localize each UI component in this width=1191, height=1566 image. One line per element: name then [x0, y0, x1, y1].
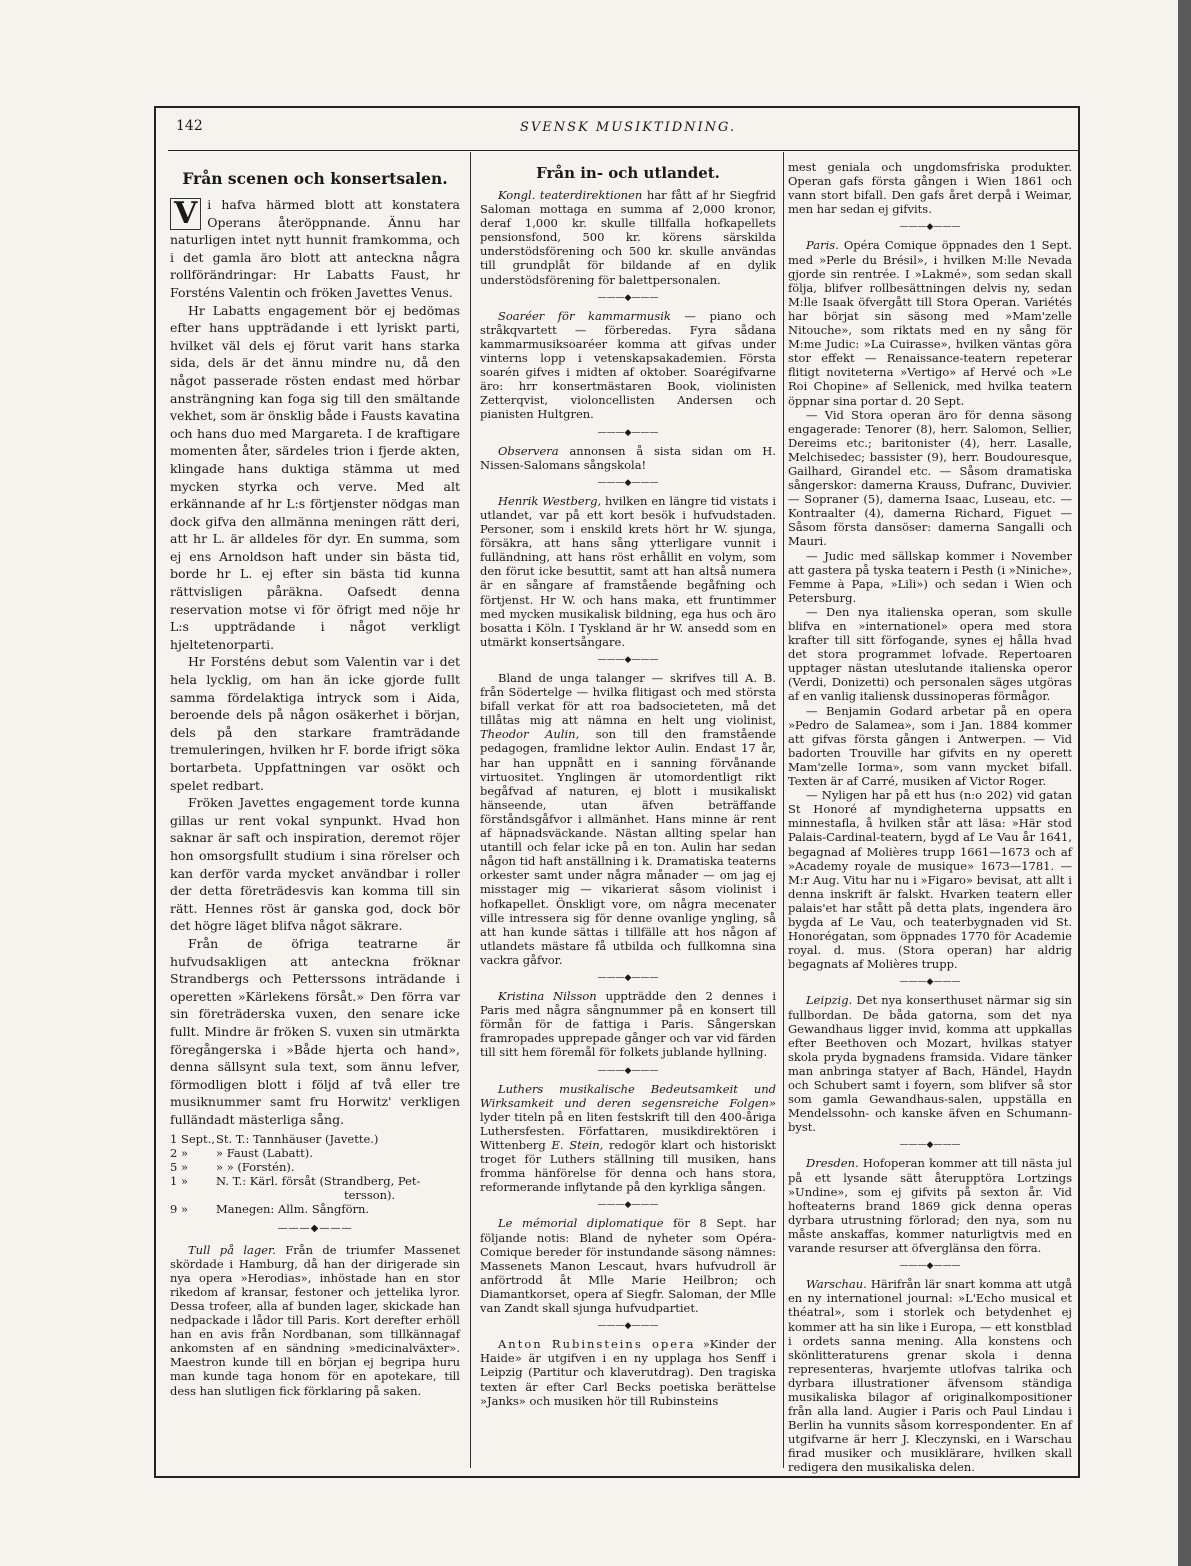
article-lead: Warschau. [806, 1277, 867, 1292]
performance-row: 1 » N. T.: Kärl. försåt (Strandberg, Pet- [170, 1174, 421, 1189]
article-paragraph: V i hafva härmed blott att konstatera Operans återöppnande. Ännu har naturligen intet nytt hunnit framkomma, och i det gamla äro blott att anteckna några rollförändringar: Hr Labatts Faust, hr Forsténs Valentin och fröken Javettes Venus. [170, 196, 460, 300]
separator: ———◆——— [597, 654, 659, 665]
separator: ———◆——— [597, 972, 659, 983]
article-paragraph: Hr Labatts engagement bör ej bedömas efter hans uppträdande i ett lyriskt parti, hvilket väl dels ej förut varit hans starka sida, dels är det ännu mindre nu, då den något passerade rösten endast med hörbar ansträngning kan foga sig till den smältande vekhet, som är önsklig både i Fausts kavatina och hans duo med Margareta. I de kraftigare momenten åter, särdeles trion i fjerde akten, klingade hans duktiga stämma ut med mycken styrka och verve. Med alt erkännande af hr L:s förtjenster nödgas man dock gifva den allmänna meningen rätt deri, att hr L. är alldeles för dyr. En summa, som ej ens Arnoldson haft under sin bästa tid, borde hr L. ej efter sin bästa tid kunna rättvisligen påräkna. Oafsedt denna reservation motse vi för öfrigt med nöje hr L:s uppträdande i något verkligt hjeltetenorparti. [170, 302, 460, 652]
section-heading: Från scenen och konsertsalen. [182, 169, 448, 188]
person-name: E. Stein, [551, 1138, 604, 1152]
article-lead: Dresden. [806, 1156, 859, 1171]
page-number: 142 [176, 118, 203, 134]
article-paragraph: Dresden. Hofoperan kommer att till nästa jul på ett lysande sätt återupptöra Lortzings »Undine», som ej gifvits på sexton år. Vid hofteaterns brand 1869 gick denna operas dyrbara utrustning förlorad; den nya, som nu måste anskaffas, kommer naturligtvis med en varande resurser att öfverglänsa den förra. [788, 1156, 1073, 1256]
article-paragraph: — Judic med sällskap kommer i November att gastera på tyska teatern i Pesth (i »Niniche», Femme à Papa, »Lili») och sedan i Wien och Petersburg. [788, 548, 1072, 605]
article-lead: Kristina Nilsson [498, 989, 597, 1004]
column-3 [788, 160, 1073, 1475]
performance-row: 1 Sept., St. T.: Tannhäuser (Javette.) [170, 1132, 379, 1147]
article-paragraph: Warschau. Härifrån lär snart komma att utgå en ny internationel journal: »L'Echo musical et théatral», som i storlek och betydenhet ej kommer att ha sin like i Europa, — ett konstblad i ordets sanna mening. Alla konstens och skönlitteraturens grenar skola i denna representeras, hvarjemte utlofvas talrika och dyrbara illustrationer äfvensom ständiga musikaliska bilagor af originalkompositioner från alla land. Augier i Paris och Paul Lindau i Berlin ha vunnits såsom korrespondenter. En af utgifvarne är herr J. Kleczynski, en i Warschau firad musiker och musiklärare, hvilken skall redigera den musikaliska delen. [788, 1277, 1073, 1475]
column-divider [783, 152, 784, 1468]
article-lead: Anton Rubinsteins opera [498, 1337, 696, 1352]
column-1 [170, 160, 460, 1460]
article-lead: Paris. [806, 238, 839, 253]
article-paragraph: — Nyligen har på ett hus (n:o 202) vid gatan St Honoré af myndigheterna uppsatts en minnestafla, å hvilken står att läsa: »Här stod Palais-Cardinal-teatern, bygd af Le Vau år 1641, begagnad af Molières trupp 1661—1673 och af »Academy royale de musique» 1673—1781. — M:r Aug. Vitu har nu i »Figaro» bevisat, att allt i denna inskrift är falskt. Hvarken teatern eller palais'et har stått på detta plats, ingendera äro bygda af Le Vau, och teaterbygnaden vid St. Honorégatan, som öppnades 1770 för Academie royal. d. mus. (Stora operan) har aldrig begagnats af Molières trupp. [788, 788, 1072, 972]
article-paragraph: Tull på lager. Från de triumfer Massenet skördade i Hamburg, då han der dirigerade sin nya opera »Herodias», inhöstade han en stor rikedom af kransar, festoner och jettelika lyror. Dessa trofeer, alla af bunden lager, skickade han nedpackade i lådor till Paris. Kort derefter erhöll han en avis från Nordbanan, som tillkännagaf ankomsten af en sändning »medicinalväxter». Maestron kunde till en början ej begripa huru man kunde taga honom för en apotekare, till dess han slutligen fick förklaring på saken. [170, 1242, 461, 1398]
header-rule [168, 150, 1080, 151]
article-paragraph: Soaréer för kammarmusik — piano och stråkqvartett — förberedas. Fyra sådana kammarmusiksoaréer komma att gifvas under vinterns lopp i vetenskapsakademien. Första soarén gifves i midten af oktober. Soarégifvarne äro: hrr konsertmästaren Book, violinisten Zetterqvist, violoncellisten Andersen och pianisten Hultgren. [480, 308, 776, 422]
performance-row: tersson). [344, 1188, 396, 1203]
separator: ———◆——— [597, 477, 659, 488]
article-paragraph: Anton Rubinsteins opera »Kinder der Haide» är utgifven i en ny upplaga hos Senff i Leipzig (Partitur och klaverutdrag). Den tragiska texten är efter Carl Becks poetiska berättelse »Janks» och musiken hör till Rubinsteins [480, 1337, 777, 1408]
column-divider [470, 152, 471, 1468]
article-paragraph: Le mémorial diplomatique för 8 Sept. har följande notis: Bland de nyheter som Opéra-Comique bereder för instundande säsong nämnes: Massenets Manon Lescaut, hvars hufvudroll är anförtrodd åt Mlle Marie Heilbron; och Diamantkorset, opera af Siegfr. Saloman, der Mlle van Zandt skall sjunga hufvudpartiet. [480, 1216, 777, 1316]
separator: ———◆——— [597, 1321, 659, 1332]
article-paragraph: Bland de unga talanger — skrifves till A. B. från Södertelge — hvilka flitigast och med största bifall verkat för att roa badsocieteten, må det tillåtas mig att nämna en helt ung violinist, Theodor Aulin, son till den framstående pedagogen, framlidne lektor Aulin. Endast 17 år, har han uppnått en i sanning förvånande virtuositet. Ynglingen är utomordentligt rikt begåfvad af naturen, ej blott i musikaliskt hänseende, utan äfven beträffande förståndsgåfvor i allmänhet. Hans minne är rent af häpnadsväckande. Nästan allting spelar han utantill och felar icke på en ton. Aulin har sedan någon tid haft anställning i k. Dramatiska teaterns orkester samt under några månader — om jag ej misstager mig — vikarierat såsom violinist i hofkapellet. Önskligt vore, om några mecenater ville intressera sig för denne ovanlige yngling, så att han kunde sättas i tillfälle att hos någon af utlandets mästare få utbilda och fullkomna sina vackra gåfvor. [480, 671, 777, 967]
drop-cap: V [170, 198, 201, 230]
separator: ———◆——— [597, 1065, 659, 1076]
article-paragraph: Kristina Nilsson uppträdde den 2 dennes i Paris med några sångnummer på en konsert till förmån för de fattiga i Paris. Sångerskan framropades upprepade gånger och var vid färden till sitt hem föremål för folkets jublande hyllning. [480, 989, 777, 1060]
article-paragraph: Paris. Opéra Comique öppnades den 1 Sept. med »Perle du Brésil», i hvilken M:lle Nevada gjorde sin rentrée. I »Lakmé», som sedan skall följa, blifver rollbesättningen delvis ny, sedan M:lle Isaak öfvergått till Stora Operan. Variétés har börjat sin säsong med »Mam'zelle Nitouche», som riktats med en ny sång för M:me Judic: »La Cuirasse», hvilken väntas göra stor effekt — Renaissance-teatern repeterar flitigt noviteterna »Vertigo» af Hervé och »Le Roi Chopine» af Sellenick, med hvilka teatern öppnar sina portar d. 20 Sept. [788, 238, 1073, 408]
article-paragraph: — Benjamin Godard arbetar på en opera »Pedro de Salamea», som i Jan. 1884 kommer att gifvas första gången i Antwerpen. — Vid badorten Trouville har gifvits en ny operett Mam'zelle Iorma», som vann mycket bifall. Texten är af Carré, musiken af Victor Roger. [788, 703, 1072, 789]
article-paragraph: Kongl. teaterdirektionen har fått af hr Siegfrid Saloman mottaga en summa af 2,000 kronor, deraf 1,000 kr. skulle tillfalla hofkapellets pensionsfond, 500 kr. körens särskilda understödsförening och 500 kr. skulle användas till grundplåt för bildande af en dylik understödsförening för balettpersonalen. [480, 188, 776, 287]
article-paragraph: Observera annonsen å sista sidan om H. Nissen-Salomans sångskola! [480, 443, 776, 472]
article-paragraph: — Den nya italienska operan, som skulle blifva en »internationel» opera med stora krafter till sitt förfogande, synes ej hålla hvad det stora programmet lofvade. Repertoaren upptager nästan uteslutande italienska operor (Verdi, Donizetti) och personalen säges utgöras af en vanlig italiensk dussinoperas förmågor. [788, 604, 1072, 704]
performance-row: 2 » » Faust (Labatt). [170, 1146, 313, 1161]
section-heading: Från in- och utlandet. [536, 164, 720, 182]
separator: ———◆——— [597, 427, 659, 438]
performance-row: 9 » Manegen: Allm. Sångförn. [170, 1202, 370, 1217]
article-lead: Leipzig. [806, 993, 853, 1008]
article-paragraph: Fröken Javettes engagement torde kunna gillas ur rent vokal synpunkt. Hvad hon saknar är saft och inspiration, deremot röjer hon omsorgsfullt studium i sina rörelser och kan derför varda mycket användbar i roller der detta företrädesvis kan komma till sin rätt. Hennes röst är ganska god, dock bör det högre läget blifva något säkrare. [170, 795, 460, 934]
article-paragraph: Leipzig. Det nya konserthuset närmar sig sin fullbordan. De båda gatorna, som det nya Gewandhaus ligger invid, komma att uppkallas efter Beethoven och Mozart, hvilkas statyer skola pryda bygnadens framsida. Vidare tänker man anbringa statyer af Bach, Händel, Haydn och Schubert samt i foyern, som blifver så stor som gamla Gewandhaus-salen, uppställa en Mendelssohn- och kanske äfven en Schumann-byst. [788, 993, 1072, 1135]
article-lead: Luthers musikalische Bedeutsamkeit und Wirksamkeit und deren segensreiche Folgen» [480, 1081, 776, 1110]
article-lead: Le mémorial diplomatique [498, 1216, 664, 1231]
article-paragraph: — Vid Stora operan äro för denna säsong engagerade: Tenorer (8), herr. Salomon, Sellier, Dereims etc.; baritonister (4), herr. Lasalle, Melchisedec; bassister (9), herr. Boudouresque, Gailhard, Girandel etc. — Såsom dramatiska sångerskor: damerna Krauss, Dufranc, Duvivier. — Sopraner (5), damerna Isaac, Luseau, etc. — Kontraalter (4), damerna Richard, Figuet — Såsom första dansöser: damerna Sangalli och Mauri. [788, 407, 1072, 549]
performance-row: 5 » » » (Forstén). [170, 1160, 295, 1175]
journal-title: SVENSK MUSIKTIDNING. [520, 120, 737, 135]
article-lead: Tull på lager. [188, 1242, 276, 1257]
article-lead: Henrik Westberg, [498, 493, 602, 508]
article-paragraph: Henrik Westberg, hvilken en längre tid vistats i utlandet, var på ett kort besök i hufvudstaden. Personer, som i enskild krets hört hr W. sjunga, försäkra, att hans sång ytterligare vunnit i fulländning, att hans röst erhållit en volym, som den förut icke besuttit, samt att han altså numera är en sångare af framstående begåfning och förtjenst. Hr W. och hans maka, ett fruntimmer med mycken musikalisk bildning, ega hus och äro bosatta i Köln. I Tyskland är hr W. ansedd som en utmärkt konsertsångare. [480, 493, 777, 649]
article-paragraph: Från de öfriga teatrarne är hufvudsakligen att anteckna fröknar Strandbergs och Petterssons inträdande i operetten »Kärlekens försåt.» Den förra var sin företräderska vuxen, den senare icke fullt. Mindre är fröken S. vuxen sin utmärkta föregångerska i »Både hjerta och hand», denna sällsynt sula text, som ännu lefver, förmodligen blott i följd af två eller tre musiknummer samt fru Horwitz' verkligen fulländadt mästerliga sång. [170, 935, 460, 1127]
separator: ———◆——— [899, 222, 961, 233]
separator: ———◆——— [597, 292, 659, 303]
column-2 [480, 160, 776, 1460]
separator: ———◆——— [277, 1223, 353, 1235]
separator: ———◆——— [899, 1140, 961, 1151]
person-name: Theodor Aulin, [480, 727, 580, 742]
article-paragraph: Luthers musikalische Bedeutsamkeit und Wirksamkeit und deren segensreiche Folgen» lyder titeln på en liten festskrift till den 400-åriga Luthersfesten. Författaren, musikdirektören i Wittenberg E. Stein, redogör klart och historiskt troget för Luthers ställning till musiken, hans fromma hänförelse för denna och hans stora, reformerande inflytande på den kyrkliga sången. [480, 1081, 777, 1195]
article-lead: Kongl. teaterdirektionen [498, 188, 643, 202]
performance-list [170, 1132, 460, 1216]
separator: ———◆——— [597, 1200, 659, 1211]
article-paragraph: Hr Forsténs debut som Valentin var i det hela lycklig, om han än icke gjorde fullt samma fördelaktiga intryck som i Aida, beroende dels på någon osäkerhet i början, dels på den starkare framträdande tremuleringen, hvilken hr F. borde ifrigt söka bortarbeta. Uppfattningen var osökt och spelet redbart. [170, 654, 460, 793]
article-paragraph: mest geniala och ungdomsfriska produkter. Operan gafs första gången i Wien 1861 och vann stort bifall. Den gafs året derpå i Weimar, men har sedan ej gifvits. [788, 160, 1072, 217]
article-lead: Soaréer för kammarmusik [498, 308, 671, 323]
separator: ———◆——— [899, 977, 961, 988]
article-lead: Observera [498, 443, 559, 458]
separator: ———◆——— [899, 1261, 961, 1272]
